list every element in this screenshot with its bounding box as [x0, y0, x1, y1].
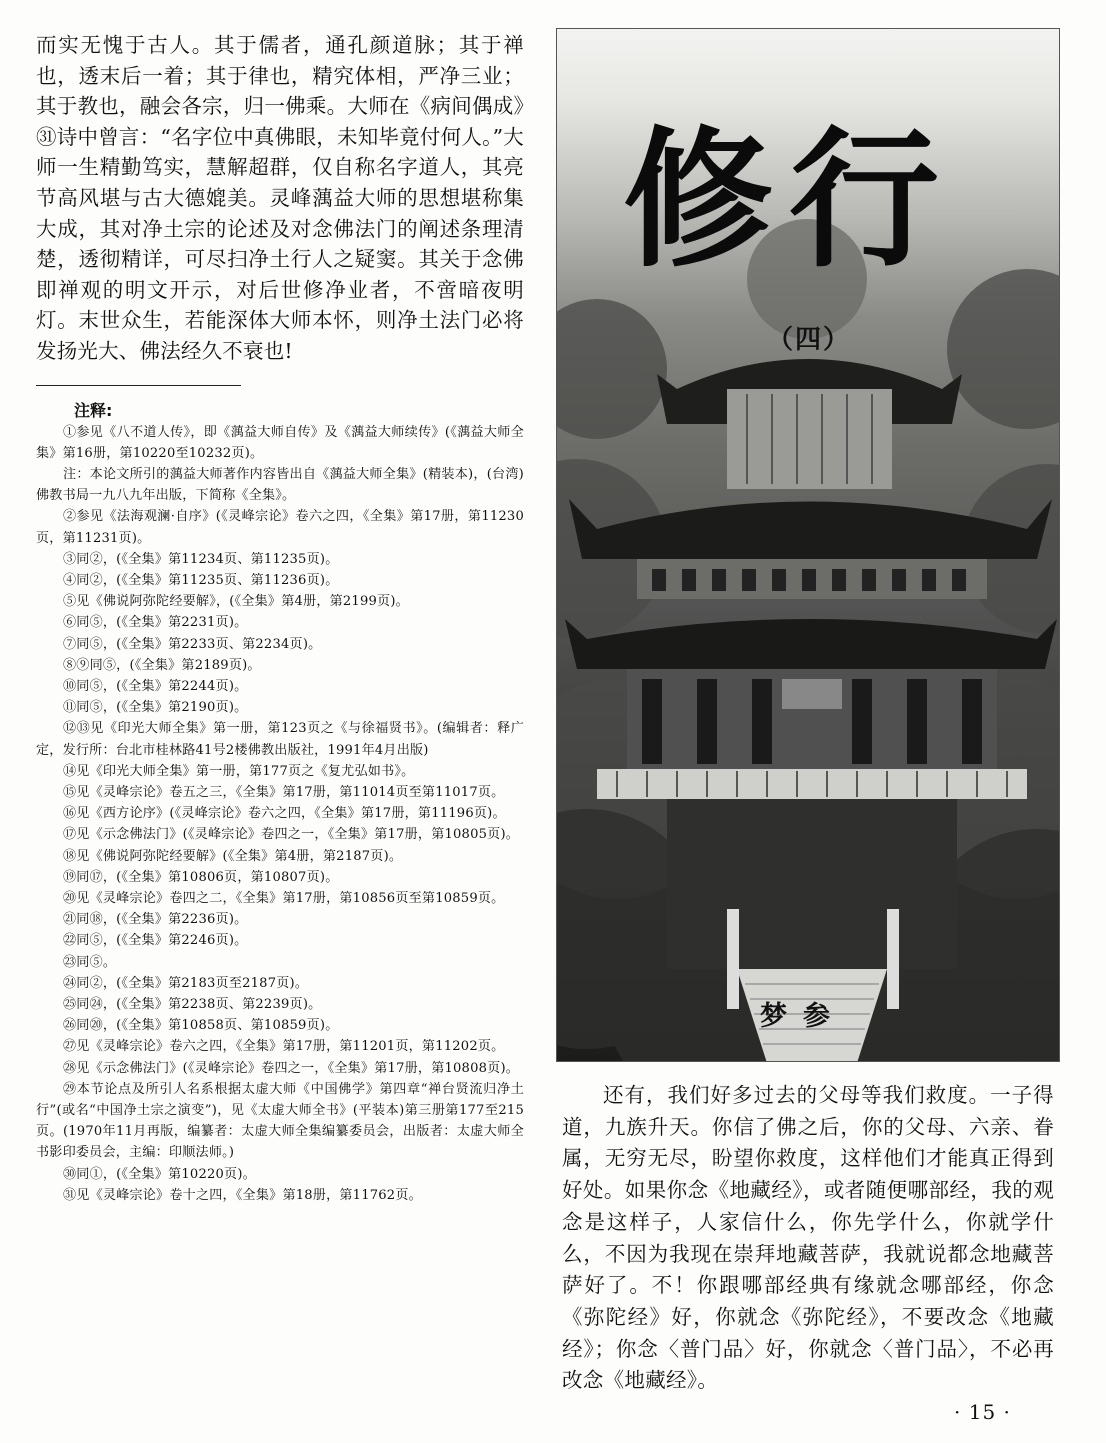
right-paragraph: 还有，我们好多过去的父母等我们救度。一子得道，九族升天。你信了佛之后，你的父母、六亲、眷属，无穷无尽，盼望你救度，这样他们才能真正得到好处。如果你念《地藏经》，或者随便哪部经，我的观念是这样子，人家信什么，你先学什么，你就学什么，不因为我现在崇拜地藏菩萨，我就说都念地藏菩萨好了。不！你跟哪部经典有缘就念哪部经，你念《弥陀经》好，你就念《弥陀经》，不要改念《地藏经》；你念〈普门品〉好，你就念〈普门品〉，不必再改念《地藏经》。	[562, 1083, 1054, 1393]
notes-section	[36, 400, 524, 1207]
note-item: ㉚同①，(《全集》第10220页)。	[63, 1166, 256, 1182]
note-item: ⑭见《印光大师全集》第一册，第177页之《复尤弘如书》。	[63, 763, 415, 779]
note-item: ㉓同⑤。	[63, 954, 117, 970]
note-item: ②参见《法海观澜·自序》(《灵峰宗论》卷六之四，《全集》第17册，第11230页，第11231页)。	[36, 509, 524, 546]
note-item: ㉒同⑤，(《全集》第2246页)。	[63, 933, 248, 949]
note-item: ⑫⑬见《印光大师全集》第一册，第123页之《与徐福贤书》。(编辑者：释广定，发行所：台北市桂林路41号2楼佛教出版社，1991年4月出版)	[36, 721, 524, 758]
notes-title: 注释:	[74, 400, 113, 420]
note-item: ⑲同⑰，(《全集》第10806页，第10807页)。	[63, 869, 339, 885]
temple-photo-banner	[556, 28, 1060, 1062]
note-item: ㉖同⑳，(《全集》第10858页、第10859页)。	[63, 1018, 339, 1034]
note-item: ㉗见《灵峰宗论》卷六之四，《全集》第17册，第11201页，第11202页。	[63, 1039, 505, 1055]
note-item: ⑯见《西方论序》(《灵峰宗论》卷六之四，《全集》第17册，第11196页)。	[63, 806, 506, 822]
note-item: ㉘见《示念佛法门》(《灵峰宗论》卷四之一，《全集》第17册，第10808页)。	[63, 1060, 520, 1076]
note-item: 注：本论文所引的蕅益大师著作内容皆出自《蕅益大师全集》(精装本)，(台湾)佛教书局一九八九年出版，下简称《全集》。	[36, 466, 524, 504]
note-item: ㉙本节论点及所引人名系根据太虚大师《中国佛学》第四章“禅台贤流归净土行”(或名“中国净土宗之演变”)，见《太虚大师全书》(平装本)第三册第177至215页。(1970年11月再版，编纂者：太虚大师全集编纂委员会，出版者：太虚大师全书影印委员会，主编：印顺法师。)	[36, 1081, 524, 1161]
note-item: ㉛见《灵峰宗论》卷十之四，《全集》第18册，第11762页。	[63, 1187, 422, 1203]
article-title: 修行	[623, 112, 956, 288]
notes-list	[36, 422, 524, 1207]
note-item: ㉔同②，(《全集》第2183页至2187页)。	[63, 975, 309, 991]
article-author: 梦参	[760, 1001, 846, 1032]
note-item: ⑥同⑤，(《全集》第2231页)。	[63, 615, 248, 631]
footnote-divider	[36, 385, 241, 386]
article-part-number: （四）	[767, 325, 852, 355]
page-number: · 15 ·	[954, 1400, 1011, 1424]
note-item: ㉕同㉔，(《全集》第2238页、第2239页)。	[63, 997, 322, 1013]
note-item: ⑩同⑤，(《全集》第2244页)。	[63, 678, 248, 694]
left-column	[36, 30, 524, 1206]
note-item: ⑮见《灵峰宗论》卷五之三，《全集》第17册，第11014页至第11017页。	[63, 784, 505, 800]
note-item: ⑤见《佛说阿弥陀经要解》，(《全集》第4册，第2199页)。	[63, 594, 409, 610]
left-body-text	[36, 30, 524, 367]
note-item: ①参见《八不道人传》，即《蕅益大师自传》及《蕅益大师续传》(《蕅益大师全集》第16册，第10220至10232页)。	[36, 424, 524, 461]
note-item: ⑦同⑤，(《全集》第2233页、第2234页)。	[63, 636, 322, 652]
note-item: ④同②，(《全集》第11235页、第11236页)。	[63, 572, 339, 588]
note-item: ㉑同⑱，(《全集》第2236页)。	[63, 912, 248, 928]
right-body-text	[562, 1080, 1054, 1397]
left-paragraph: 而实无愧于古人。其于儒者，通孔颜道脉；其于禅也，透末后一着；其于律也，精究体相，严净三业；其于教也，融会各宗，归一佛乘。大师在《病间偶成》㉛诗中曾言：“名字位中真佛眼，未知毕竟付何人。”大师一生精勤笃实，慧解超群，仅自称名字道人，其亮节高风堪与古大德媲美。灵峰蕅益大师的思想堪称集大成，其对净土宗的论述及对念佛法门的阐述条理清楚，透彻精详，可尽扫净土行人之疑窦。其关于念佛即禅观的明文开示，对后世修净业者，不啻暗夜明灯。末世众生，若能深体大师本怀，则净土法门必将发扬光大、佛法经久不衰也!	[36, 33, 524, 363]
note-item: ⑳见《灵峰宗论》卷四之二，《全集》第17册，第10856页至第10859页。	[63, 891, 505, 906]
note-item: ③同②，(《全集》第11234页、第11235页)。	[63, 551, 339, 567]
note-item: ⑧⑨同⑤，(《全集》第2189页)。	[63, 657, 261, 673]
note-item: ⑪同⑤，(《全集》第2190页)。	[63, 700, 248, 716]
note-item: ⑰见《示念佛法门》(《灵峰宗论》卷四之一，《全集》第17册，第10805页)。	[63, 827, 520, 843]
note-item: ⑱见《佛说阿弥陀经要解》(《全集》第4册，第2187页)。	[63, 848, 403, 864]
